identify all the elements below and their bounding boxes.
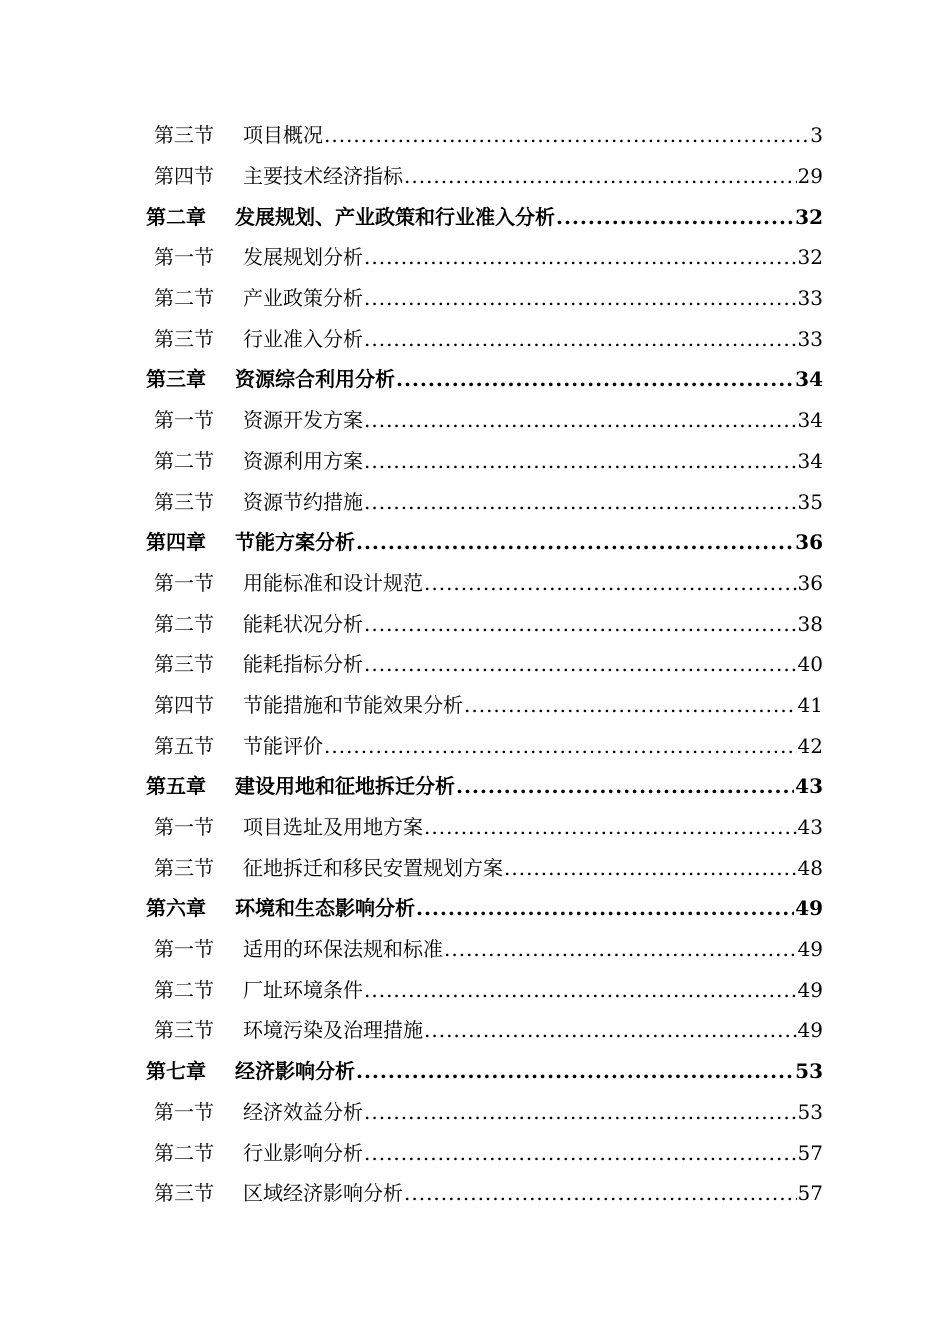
toc-entry-number: 第二章 [146, 204, 206, 229]
toc-entry-title: 能耗状况分析 [243, 611, 363, 636]
toc-page-number: 49 [797, 1018, 823, 1043]
toc-page-number: 43 [797, 815, 823, 840]
toc-section-entry[interactable] [0, 156, 950, 197]
toc-page-number: 42 [797, 733, 823, 758]
toc-entry-title: 资源开发方案 [243, 408, 363, 433]
toc-entry-number: 第三节 [154, 1018, 214, 1043]
toc-section-entry[interactable] [0, 400, 950, 441]
toc-entry-number: 第六章 [146, 896, 206, 921]
toc-page-number: 49 [797, 977, 823, 1002]
toc-entry-title: 主要技术经济指标 [243, 164, 403, 189]
toc-entry-number: 第一节 [154, 815, 214, 840]
toc-dot-leader [324, 125, 809, 145]
toc-entry-title: 行业准入分析 [243, 326, 363, 351]
toc-chapter-entry[interactable] [0, 1051, 950, 1092]
toc-dot-leader [364, 288, 797, 308]
toc-entry-title: 节能方案分析 [235, 530, 355, 555]
toc-dot-leader [324, 736, 797, 756]
toc-entry-title: 行业影响分析 [243, 1140, 363, 1165]
toc-dot-leader [444, 939, 797, 959]
toc-section-entry[interactable] [0, 441, 950, 482]
toc-entry-number: 第一节 [154, 408, 214, 433]
toc-entry-number: 第一节 [154, 245, 214, 270]
toc-dot-leader [404, 166, 797, 186]
toc-entry-number: 第三节 [154, 855, 214, 880]
toc-entry-title: 节能措施和节能效果分析 [243, 692, 463, 717]
toc-dot-leader [456, 776, 794, 796]
toc-dot-leader [396, 369, 794, 389]
toc-entry-title: 经济效益分析 [243, 1099, 363, 1124]
toc-section-entry[interactable] [0, 969, 950, 1010]
toc-entry-title: 建设用地和征地拆迁分析 [235, 774, 455, 799]
toc-page-number: 29 [797, 164, 823, 189]
toc-page-number: 38 [797, 611, 823, 636]
toc-entry-number: 第二节 [154, 448, 214, 473]
toc-page-number: 57 [797, 1181, 823, 1206]
toc-entry-title: 征地拆迁和移民安置规划方案 [243, 855, 503, 880]
toc-chapter-entry[interactable] [0, 766, 950, 807]
toc-section-entry[interactable] [0, 278, 950, 319]
toc-entry-number: 第二节 [154, 1140, 214, 1165]
toc-dot-leader [356, 1061, 794, 1081]
toc-chapter-entry[interactable] [0, 196, 950, 237]
toc-page-number: 34 [797, 408, 823, 433]
toc-page-number: 33 [797, 326, 823, 351]
toc-entry-number: 第三节 [154, 326, 214, 351]
toc-entry-number: 第二节 [154, 611, 214, 636]
toc-entry-number: 第四章 [146, 530, 206, 555]
toc-entry-number: 第五章 [146, 774, 206, 799]
toc-entry-title: 资源利用方案 [243, 448, 363, 473]
toc-page-number: 32 [797, 245, 823, 270]
toc-entry-number: 第三节 [154, 652, 214, 677]
toc-entry-title: 能耗指标分析 [243, 652, 363, 677]
toc-entry-number: 第二节 [154, 286, 214, 311]
toc-entry-number: 第三节 [154, 123, 214, 148]
toc-entry-title: 项目概况 [243, 123, 323, 148]
toc-section-entry[interactable] [0, 115, 950, 156]
toc-section-entry[interactable] [0, 807, 950, 848]
toc-dot-leader [364, 247, 797, 267]
toc-dot-leader [556, 207, 794, 227]
toc-entry-number: 第一节 [154, 937, 214, 962]
toc-page-number: 43 [795, 774, 823, 799]
toc-entry-title: 项目选址及用地方案 [243, 815, 423, 840]
toc-dot-leader [464, 695, 797, 715]
toc-section-entry[interactable] [0, 1092, 950, 1133]
toc-section-entry[interactable] [0, 563, 950, 604]
toc-section-entry[interactable] [0, 237, 950, 278]
toc-dot-leader [424, 573, 797, 593]
toc-page-number: 48 [797, 855, 823, 880]
toc-section-entry[interactable] [0, 644, 950, 685]
toc-page-number: 53 [795, 1059, 823, 1084]
toc-entry-title: 厂址环境条件 [243, 977, 363, 1002]
toc-entry-title: 资源节约措施 [243, 489, 363, 514]
toc-dot-leader [424, 1020, 797, 1040]
toc-page-number: 33 [797, 286, 823, 311]
toc-page-number: 34 [795, 367, 823, 392]
toc-page-number: 34 [797, 448, 823, 473]
toc-section-entry[interactable] [0, 847, 950, 888]
toc-entry-number: 第二节 [154, 977, 214, 1002]
toc-section-entry[interactable] [0, 603, 950, 644]
toc-page-number: 49 [797, 937, 823, 962]
toc-dot-leader [364, 329, 797, 349]
toc-dot-leader [404, 1183, 797, 1203]
toc-entry-title: 区域经济影响分析 [243, 1181, 403, 1206]
toc-entry-title: 适用的环保法规和标准 [243, 937, 443, 962]
toc-dot-leader [364, 410, 797, 430]
toc-dot-leader [364, 451, 797, 471]
toc-page-number: 57 [797, 1140, 823, 1165]
toc-page-number: 41 [797, 692, 823, 717]
toc-dot-leader [424, 817, 797, 837]
toc-section-entry[interactable] [0, 1173, 950, 1214]
toc-page-number: 53 [797, 1099, 823, 1124]
toc-entry-title: 环境污染及治理措施 [243, 1018, 423, 1043]
toc-entry-number: 第五节 [154, 733, 214, 758]
toc-entry-number: 第三节 [154, 489, 214, 514]
toc-section-entry[interactable] [0, 318, 950, 359]
toc-entry-title: 发展规划、产业政策和行业准入分析 [235, 204, 555, 229]
toc-dot-leader [364, 654, 797, 674]
toc-dot-leader [364, 1143, 797, 1163]
toc-entry-title: 节能评价 [243, 733, 323, 758]
toc-chapter-entry[interactable] [0, 888, 950, 929]
toc-entry-title: 发展规划分析 [243, 245, 363, 270]
toc-entry-title: 资源综合利用分析 [235, 367, 395, 392]
toc-dot-leader [364, 1102, 797, 1122]
toc-page-number: 49 [795, 896, 823, 921]
toc-entry-number: 第七章 [146, 1059, 206, 1084]
toc-entry-title: 用能标准和设计规范 [243, 570, 423, 595]
toc-entry-number: 第一节 [154, 570, 214, 595]
toc-chapter-entry[interactable] [0, 522, 950, 563]
toc-entry-title: 环境和生态影响分析 [235, 896, 415, 921]
toc-page-number: 40 [797, 652, 823, 677]
toc-page-number: 3 [810, 123, 823, 148]
toc-section-entry[interactable] [0, 725, 950, 766]
toc-dot-leader [364, 614, 797, 634]
toc-dot-leader [416, 898, 794, 918]
toc-section-entry[interactable] [0, 481, 950, 522]
toc-entry-title: 经济影响分析 [235, 1059, 355, 1084]
toc-chapter-entry[interactable] [0, 359, 950, 400]
toc-section-entry[interactable] [0, 1010, 950, 1051]
toc-entry-number: 第四节 [154, 164, 214, 189]
toc-section-entry[interactable] [0, 1132, 950, 1173]
toc-page-number: 36 [795, 530, 823, 555]
toc-dot-leader [364, 980, 797, 1000]
toc-page-number: 35 [797, 489, 823, 514]
toc-entry-title: 产业政策分析 [243, 286, 363, 311]
toc-dot-leader [364, 492, 797, 512]
table-of-contents [0, 115, 950, 1214]
toc-page-number: 32 [795, 204, 823, 229]
toc-entry-number: 第三节 [154, 1181, 214, 1206]
toc-dot-leader [356, 532, 794, 552]
toc-section-entry[interactable] [0, 685, 950, 726]
toc-section-entry[interactable] [0, 929, 950, 970]
toc-page-number: 36 [797, 570, 823, 595]
toc-entry-number: 第一节 [154, 1099, 214, 1124]
toc-entry-number: 第三章 [146, 367, 206, 392]
toc-dot-leader [504, 858, 797, 878]
toc-entry-number: 第四节 [154, 692, 214, 717]
